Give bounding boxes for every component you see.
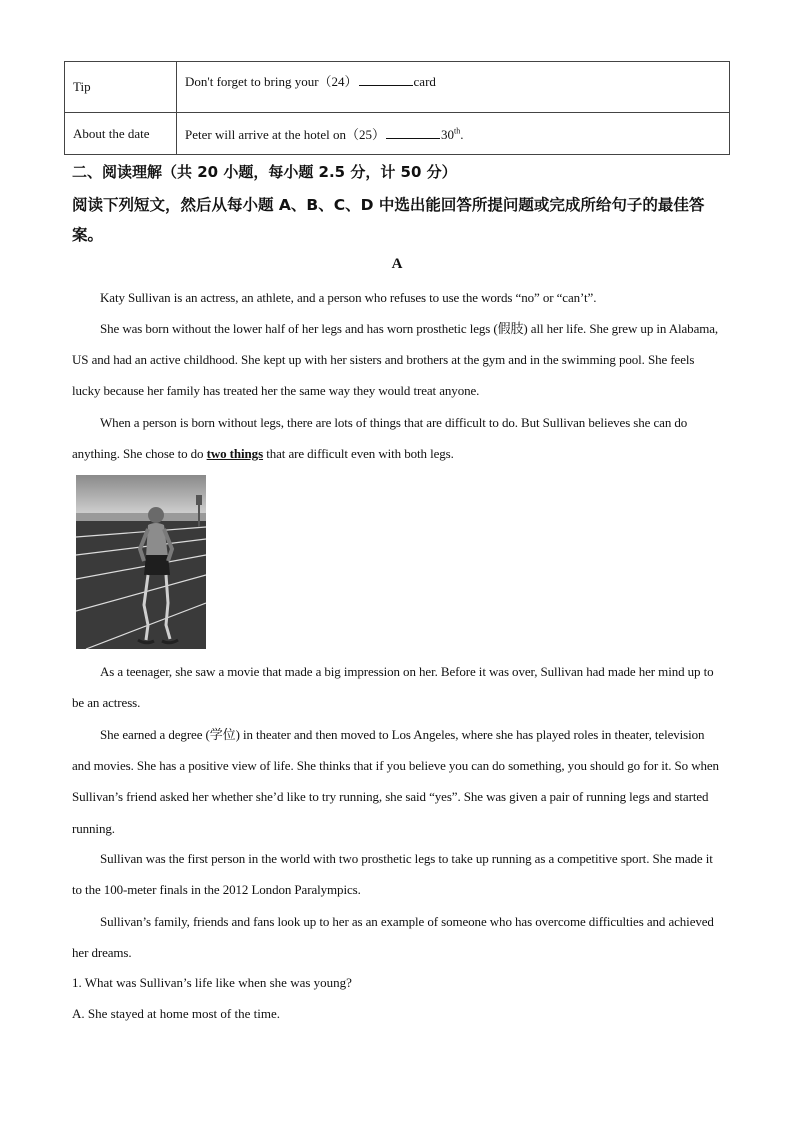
answer-blank-24[interactable] [359, 74, 413, 86]
paragraph-7: Sullivan’s family, friends and fans look up to her as an example of someone who has overcome difficulties and achieved her dreams. [72, 914, 714, 961]
row-label-tip: Tip [65, 62, 177, 113]
athlete-photo [76, 475, 206, 649]
passage-letter: A [391, 256, 403, 272]
question-1-option-a[interactable]: A. She stayed at home most of the time. [72, 1006, 280, 1021]
paragraph-4: As a teenager, she saw a movie that made a big impression on her. Before it was over, Sullivan had made her mind up to be an actress. [72, 664, 714, 711]
emphasis-two-things: two things [206, 446, 264, 462]
section-instructions: 阅读下列短文，然后从每小题 A、B、C、D 中选出能回答所提问题或完成所给句子的最佳答案。 [72, 196, 705, 244]
question-1-stem: 1. What was Sullivan’s life like when she was young? [72, 975, 352, 990]
paragraph-2: She was born without the lower half of her legs and has worn prosthetic legs (假肢) all her life. She grew up in Alabama, US and had an active childhood. She kept up with her sisters and brothers at the gym and in the swimming pool. She feels lucky because her family has treated her the same way they would treat anyone. [72, 321, 719, 399]
row-content-tip: Don't forget to bring your（24） card [177, 62, 730, 113]
paragraph-6: Sullivan was the first person in the world with two prosthetic legs to take up running as a competitive sport. She made it to the 100-meter finals in the 2012 London Paralympics. [72, 851, 713, 898]
paragraph-3: When a person is born without legs, there are lots of things that are difficult to do. But Sullivan believes she can do anything. She chose to do two things that are difficult even with both legs. [72, 415, 688, 462]
answer-blank-25[interactable] [386, 127, 440, 139]
table-row [65, 113, 730, 155]
info-table [64, 61, 730, 155]
paragraph-5: She earned a degree (学位) in theater and then moved to Los Angeles, where she has played roles in theater, television and movies. She has a positive view of life. She thinks that if you believe you can do something, you should go for it. So when Sullivan’s friend asked her whether she’d like to try running, she said “yes”. She was given a pair of running legs and started running. [72, 727, 719, 836]
row-label-date: About the date [65, 113, 177, 155]
section-heading: 二、阅读理解（共 20 小题，每小题 2.5 分，计 50 分） [72, 163, 457, 181]
row-content-date: Peter will arrive at the hotel on（25） 30th. [177, 113, 730, 155]
paragraph-1: Katy Sullivan is an actress, an athlete, and a person who refuses to use the words “no” or “can’t”. [100, 290, 597, 305]
table-row [65, 62, 730, 113]
